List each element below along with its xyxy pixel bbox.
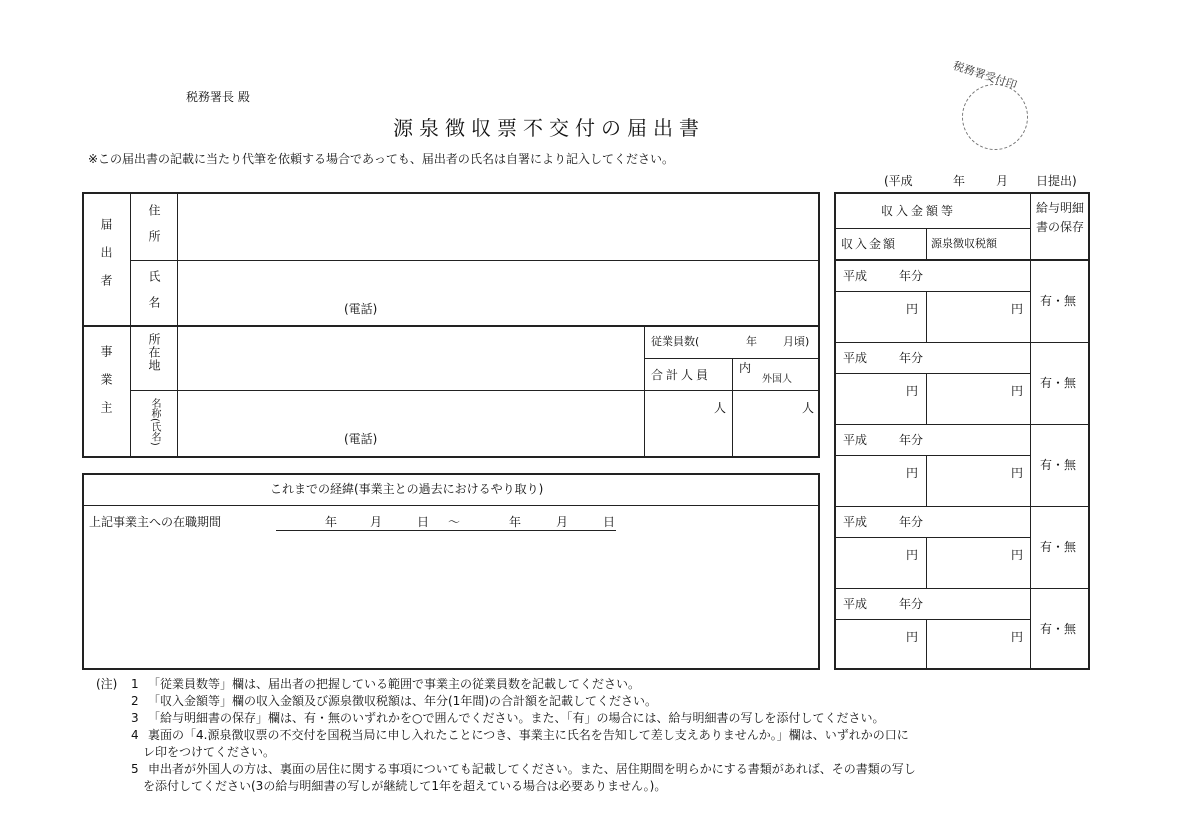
total-staff-unit: 人 <box>714 401 727 415</box>
stamp-label: 税務署受付印 <box>951 59 1019 92</box>
tax-yen-unit: 円 <box>1011 630 1024 644</box>
pay-slip-choice: 有・無 <box>1040 294 1077 308</box>
note-text: 「給与明細書の保存」欄は、有・無のいずれかを○で囲んでください。また、「有」の場合には、給与明細書の写しを添付してください。 <box>148 711 885 725</box>
employment-period-underline <box>276 530 616 531</box>
total-staff-label: 合計人員 <box>651 368 712 382</box>
row-year-suffix: 年分 <box>899 351 924 365</box>
history-table <box>82 473 820 670</box>
employer-phone-label: (電話) <box>344 432 378 446</box>
date-era: (平成 <box>884 174 913 188</box>
note-text: レ印をつけてください。 <box>143 745 276 759</box>
note-number: 3 <box>131 711 139 725</box>
employer-section-label: 事業主 <box>99 345 113 429</box>
row-era: 平成 <box>843 515 868 529</box>
history-heading: これまでの経緯(事業主との過去におけるやり取り) <box>270 482 544 496</box>
reception-stamp-circle <box>962 84 1028 150</box>
tax-yen-unit: 円 <box>1011 384 1024 398</box>
row-year-suffix: 年分 <box>899 597 924 611</box>
pay-slip-choice: 有・無 <box>1040 376 1077 390</box>
note-text: 申出者が外国人の方は、裏面の居住に関する事項についても記載してください。また、居住期間を明らかにする書類があれば、その書類の写し <box>148 762 916 776</box>
note-number: 1 <box>131 677 139 691</box>
income-yen-unit: 円 <box>906 548 919 562</box>
row-year-suffix: 年分 <box>899 515 924 529</box>
notice-text: ※この届出書の記載に当たり代筆を依頼する場合であっても、届出者の氏名は自署により記入してください。 <box>88 152 674 166</box>
page-title: 源泉徴収票不交付の届出書 <box>393 116 705 140</box>
note-text: 裏面の「4.源泉徴収票の不交付を国税当局に申し入れたことにつき、事業主に氏名を告知して差し支えありませんか。」欄は、いずれかの口に <box>148 728 909 742</box>
income-amount-header: 収入金額 <box>841 237 898 251</box>
tax-yen-unit: 円 <box>1011 302 1024 316</box>
income-yen-unit: 円 <box>906 630 919 644</box>
name-label: 氏名 <box>147 270 161 322</box>
row-era: 平成 <box>843 433 868 447</box>
employment-period-label: 上記事業主への在職期間 <box>89 515 222 529</box>
note-number: 4 <box>131 728 139 742</box>
note-number: 2 <box>131 694 139 708</box>
income-yen-unit: 円 <box>906 466 919 480</box>
date-month: 月 <box>996 174 1009 188</box>
notes-prefix: (注) <box>96 677 118 691</box>
address-label: 住所 <box>147 204 161 256</box>
location-label: 所在地 <box>147 333 161 372</box>
employer-name-label: 名称(氏名) <box>149 398 160 446</box>
pay-slip-choice: 有・無 <box>1040 458 1077 472</box>
income-group-header: 収入金額等 <box>881 204 957 218</box>
row-year-suffix: 年分 <box>899 433 924 447</box>
inner-label: 内 <box>739 361 752 375</box>
date-year: 年 <box>953 174 966 188</box>
row-year-suffix: 年分 <box>899 269 924 283</box>
applicant-phone-label: (電話) <box>344 302 378 316</box>
row-era: 平成 <box>843 269 868 283</box>
withheld-tax-header: 源泉徴収税額 <box>931 237 997 250</box>
note-number: 5 <box>131 762 139 776</box>
row-era: 平成 <box>843 351 868 365</box>
income-table <box>834 192 1090 670</box>
pay-slip-header: 給与明細書の保存 <box>1036 201 1085 234</box>
pay-slip-choice: 有・無 <box>1040 622 1077 636</box>
applicant-section-label: 届出者 <box>99 218 113 302</box>
income-yen-unit: 円 <box>906 302 919 316</box>
date-day: 日提出) <box>1036 174 1077 188</box>
income-yen-unit: 円 <box>906 384 919 398</box>
pay-slip-choice: 有・無 <box>1040 540 1077 554</box>
tax-yen-unit: 円 <box>1011 466 1024 480</box>
foreign-staff-label: 外国人 <box>762 374 792 385</box>
foreign-staff-unit: 人 <box>802 401 815 415</box>
note-text: を添付してください(3の給与明細書の写しが継続して1年を超えている場合は必要ありません。)。 <box>143 779 667 793</box>
tax-yen-unit: 円 <box>1011 548 1024 562</box>
row-era: 平成 <box>843 597 868 611</box>
note-text: 「従業員数等」欄は、届出者の把握している範囲で事業主の従業員数を記載してください。 <box>148 677 641 691</box>
addressee: 税務署長 殿 <box>186 90 250 104</box>
note-text: 「収入金額等」欄の収入金額及び源泉徴収税額は、年分(1年間)の合計額を記載してください。 <box>148 694 658 708</box>
